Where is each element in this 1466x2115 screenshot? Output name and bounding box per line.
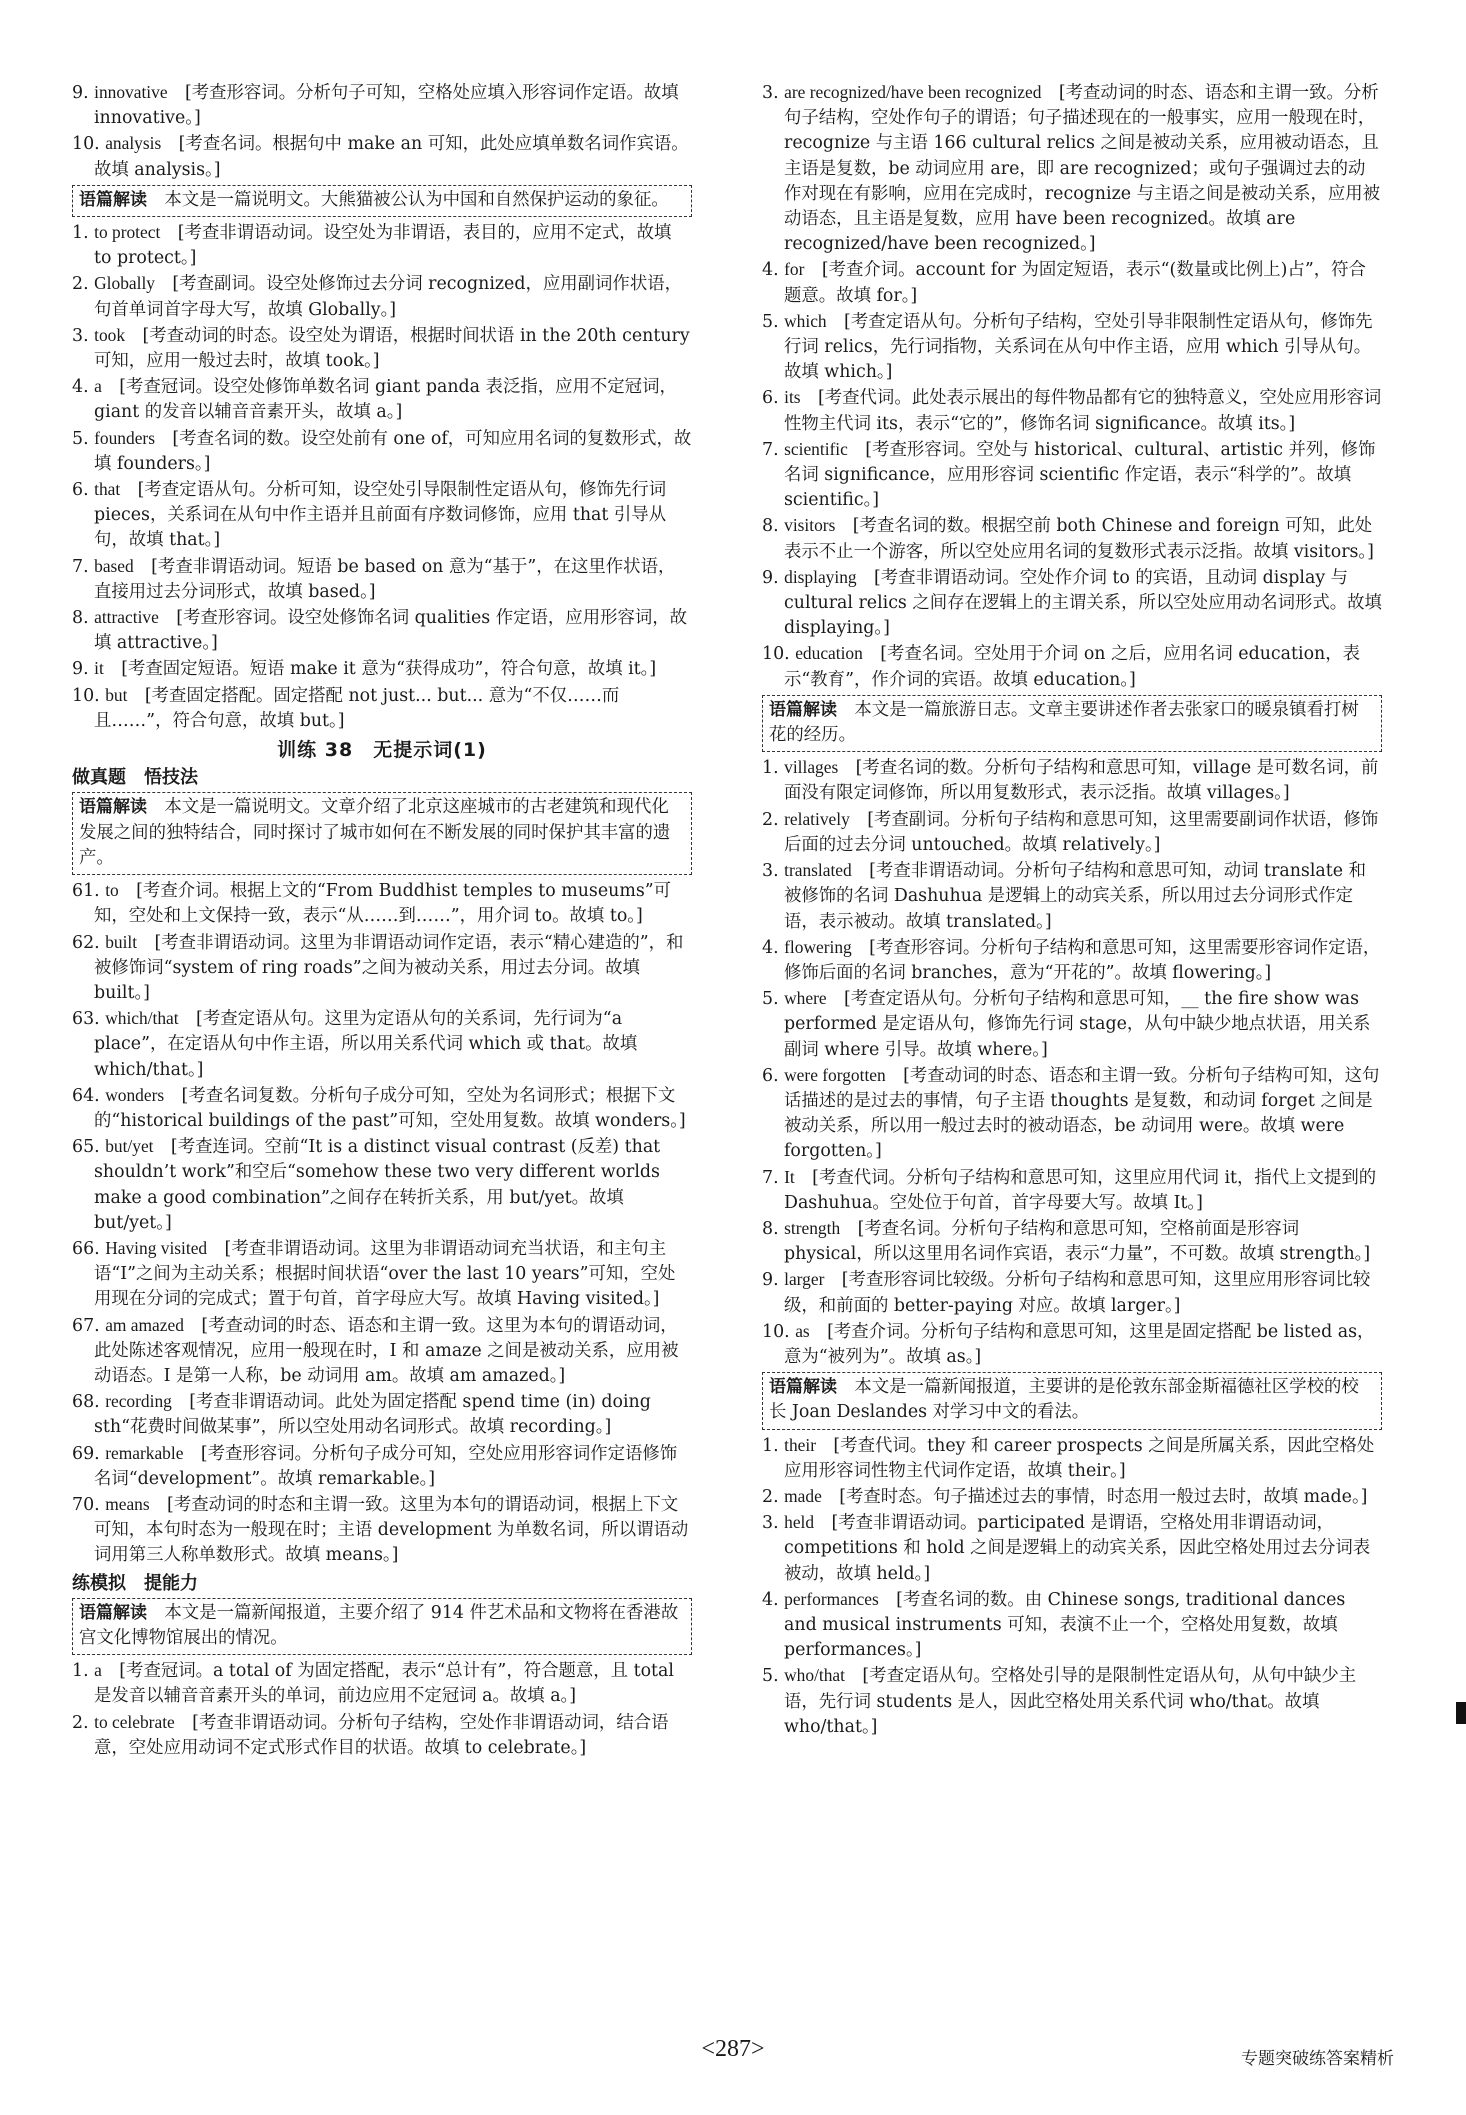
answer-item — [72, 930, 692, 1007]
answer-item — [72, 1492, 692, 1569]
answer-item — [762, 1216, 1382, 1267]
item-number: 70. — [72, 1494, 100, 1515]
answer-item — [762, 858, 1382, 935]
item-answer: but/yet — [105, 1136, 154, 1157]
item-number: 7. — [72, 556, 89, 577]
item-answer: as — [795, 1320, 810, 1341]
item-number: 1. — [72, 1661, 89, 1682]
answer-item — [72, 1389, 692, 1440]
item-number: 5. — [762, 311, 779, 332]
right-column — [762, 80, 1382, 1740]
item-number: 68. — [72, 1392, 100, 1413]
item-number: 9. — [762, 567, 779, 588]
item-explanation: [考查形容词。分析句子可知，空格处应填入形容词作定语。故填 innovative。] — [94, 83, 679, 129]
edge-tab-mark — [1456, 1702, 1466, 1724]
item-answer: translated — [784, 860, 852, 881]
answer-item — [762, 1267, 1382, 1318]
item-explanation: [考查副词。分析句子结构和意思可知，这里需要副词作状语，修饰后面的过去分词 untouched。故填 relatively。] — [784, 809, 1379, 855]
item-explanation: [考查名词。根据句中 make an 可知，此处应填单数名词作宾语。故填 analysis。] — [94, 134, 689, 180]
item-explanation: [考查非谓语动词。分析句子结构，空处作非谓语动词，结合语意，空处应用动词不定式形式作目的状语。故填 to celebrate。] — [94, 1712, 669, 1758]
answer-item — [72, 1134, 692, 1236]
item-explanation: [考查定语从句。分析句子结构和意思可知，__ the fire show was performed 是定语从句，修饰先行词 stage，从句中缺少地点状语，用关系副词 where 引导。故填 where。] — [784, 989, 1371, 1060]
item-answer: made — [784, 1485, 822, 1506]
item-number: 5. — [762, 1666, 779, 1687]
answer-item — [762, 755, 1382, 806]
item-number: 10. — [72, 685, 100, 706]
item-number: 3. — [762, 1513, 779, 1534]
item-explanation: [考查动词的时态、语态和主谓一致。分析句子结构，空处作句子的谓语；句子描述现在的一般事实，应用一般现在时，recognize 与主语 166 cultural relics 之间是被动关系，应用被动语态，且主语是复数，be 动词应用 are，即 are recognized；或句子强调过去的动作对现在有影响，应用在完成时，recognize 与主语之间是被动关系，应用被动语态，且主语是复数，应用 have been recognized。故填 are recognized/have been recognized。] — [784, 83, 1381, 255]
item-explanation: [考查非谓语动词。设空处为非谓语，表目的，应用不定式，故填 to protect。] — [94, 223, 672, 269]
reading-summary-box — [72, 1598, 692, 1655]
item-explanation: [考查非谓语动词。空处作介词 to 的宾语，且动词 display 与 cultural relics 之间存在逻辑上的主谓关系，所以空处应用动名词形式。故填 displaying。] — [784, 567, 1382, 639]
item-answer: Globally — [94, 273, 155, 294]
answer-item — [72, 1710, 692, 1761]
item-number: 10. — [72, 134, 100, 155]
item-answer: attractive — [94, 607, 159, 628]
item-answer: but — [105, 684, 128, 705]
item-explanation: [考查非谓语动词。分析句子结构和意思可知，动词 translate 和被修饰的名词 Dashuhua 是逻辑上的动宾关系，所以用过去分词形式作定语，表示被动。故填 translated。] — [784, 861, 1366, 932]
answer-item — [762, 1663, 1382, 1740]
item-answer: a — [94, 376, 102, 397]
item-number: 4. — [762, 1589, 779, 1610]
item-explanation: [考查非谓语动词。participated 是谓语，空格处用非谓语动词，competitions 和 hold 之间是逻辑上的动宾关系，因此空格处用过去分词表被动，故填 held。] — [784, 1513, 1371, 1584]
item-number: 1. — [72, 223, 89, 244]
item-explanation: [考查名词的数。根据空前 both Chinese and foreign 可知，此处表示不止一个游客，所以空处应用名词的复数形式表示泛指。故填 visitors。] — [784, 516, 1374, 562]
item-answer: strength — [784, 1217, 841, 1238]
item-answer: where — [784, 988, 827, 1009]
answer-item — [762, 986, 1382, 1063]
box-text: 本文是一篇旅游日志。文章主要讲述作者去张家口的暖泉镇看打树花的经历。 — [769, 699, 1359, 746]
answer-item — [762, 80, 1382, 257]
item-number: 62. — [72, 932, 100, 953]
item-number: 61. — [72, 881, 100, 902]
item-number: 5. — [72, 428, 89, 449]
item-explanation: [考查非谓语动词。这里为非谓语动词充当状语，和主句主语“I”之间为主动关系；根据时间状语“over the last 10 years”可知，空处用现在分词的完成式；置于句首，首字母应大写。故填 Having visited。] — [94, 1238, 676, 1310]
item-explanation: [考查形容词。分析句子成分可知，空处应用形容词作定语修饰名词“development”。故填 remarkable。] — [94, 1443, 678, 1489]
item-explanation: [考查固定搭配。固定搭配 not just... but... 意为“不仅……而且……”，符合句意，故填 but。] — [94, 685, 620, 731]
answer-item — [72, 1313, 692, 1390]
item-number: 9. — [72, 659, 89, 680]
item-answer: visitors — [784, 515, 836, 536]
item-number: 63. — [72, 1009, 100, 1030]
item-explanation: [考查形容词。分析句子结构和意思可知，这里需要形容词作定语，修饰后面的名词 branches，意为“开花的”。故填 flowering。] — [784, 937, 1381, 983]
item-answer: remarkable — [105, 1442, 184, 1463]
answer-item — [72, 131, 692, 182]
item-explanation: [考查固定短语。短语 make it 意为“获得成功”，符合句意，故填 it。] — [121, 659, 657, 680]
item-answer: displaying — [784, 566, 857, 587]
item-number: 8. — [72, 608, 89, 629]
item-number: 4. — [72, 377, 89, 398]
item-explanation: [考查代词。分析句子结构和意思可知，这里应用代词 it，指代上文提到的 Dashuhua。空处位于句首，首字母要大写。故填 It。] — [784, 1167, 1377, 1213]
answer-item — [762, 935, 1382, 986]
answer-item — [72, 1236, 692, 1313]
item-number: 8. — [762, 516, 779, 537]
page-number: <287> — [701, 2036, 765, 2062]
box-tag: 语篇解读 — [79, 1602, 147, 1623]
item-explanation: [考查非谓语动词。此处为固定搭配 spend time (in) doing sth“花费时间做某事”，所以空处用动名词形式。故填 recording。] — [94, 1392, 651, 1438]
item-answer: that — [94, 479, 121, 500]
item-answer: a — [94, 1660, 102, 1681]
item-explanation: [考查形容词。空处与 historical、cultural、artistic 并列，修饰名词 significance，应用形容词 scientific 作定语，表示“科学的”。故填 scientific。] — [784, 439, 1376, 511]
item-explanation: [考查名词复数。分析句子成分可知，空处为名词形式；根据下文的“historical buildings of the past”可知，空处用复数。故填 wonders。] — [94, 1085, 686, 1131]
item-answer: for — [784, 259, 805, 280]
item-number: 5. — [762, 989, 779, 1010]
item-answer: flowering — [784, 936, 852, 957]
item-answer: education — [795, 643, 863, 664]
item-number: 65. — [72, 1137, 100, 1158]
item-explanation: [考查非谓语动词。短语 be based on 意为“基于”，在这里作状语，直接用过去分词形式，故填 based。] — [94, 556, 676, 602]
item-answer: innovative — [94, 82, 168, 102]
answer-item — [72, 323, 692, 374]
answer-item — [762, 1484, 1382, 1510]
answer-item — [762, 309, 1382, 386]
answer-item — [762, 1063, 1382, 1165]
answer-item — [762, 1165, 1382, 1216]
item-explanation: [考查副词。设空处修饰过去分词 recognized，应用副词作状语，句首单词首字母大写，故填 Globally。] — [94, 274, 682, 320]
right-answer-group-3 — [762, 1433, 1382, 1740]
left-answer-group-3 — [72, 1658, 692, 1761]
item-explanation: [考查连词。空前“It is a distinct visual contrast (反差) that shouldn’t work”和空后“somehow these two very different worlds make a good combination”之间存在转折关系，用 but/yet。故填 but/yet。] — [94, 1137, 661, 1233]
item-answer: villages — [784, 757, 839, 778]
item-answer: analysis — [105, 133, 162, 154]
answer-item — [72, 554, 692, 605]
item-number: 3. — [72, 325, 89, 346]
section-title: 训练 38 无提示词(1) — [277, 739, 487, 762]
item-explanation: [考查定语从句。分析句子结构，空处引导非限制性定语从句，修饰先行词 relics，先行词指物，关系词在从句中作主语，应用 which 引导从句。故填 which。] — [784, 311, 1373, 383]
answer-item — [72, 1441, 692, 1492]
item-answer: relatively — [784, 808, 850, 829]
item-answer: Having visited — [105, 1237, 208, 1258]
box-text: 本文是一篇说明文。文章介绍了北京这座城市的古老建筑和现代化发展之间的独特结合，同时探讨了城市如何在不断发展的同时保护其丰富的遗产。 — [79, 797, 671, 868]
answer-item — [72, 374, 692, 425]
item-answer: to protect — [94, 222, 161, 243]
item-number: 8. — [762, 1218, 779, 1239]
answer-item — [72, 477, 692, 554]
reading-summary-box — [72, 792, 692, 875]
item-number: 4. — [762, 260, 779, 281]
box-text: 本文是一篇说明文。大熊猫被公认为中国和自然保护运动的象征。 — [164, 189, 669, 210]
item-answer: wonders — [105, 1084, 165, 1105]
item-answer: means — [105, 1493, 150, 1514]
answer-item — [72, 80, 692, 131]
item-number: 66. — [72, 1238, 100, 1259]
item-number: 6. — [72, 480, 89, 501]
answer-item — [762, 257, 1382, 308]
item-answer: scientific — [784, 438, 848, 459]
item-answer: their — [784, 1434, 816, 1455]
item-number: 10. — [762, 1321, 790, 1342]
answer-item — [72, 605, 692, 656]
item-explanation: [考查动词的时态和主谓一致。这里为本句的谓语动词，根据上下文可知，本句时态为一般现在时；主语 development 为单数名词，所以谓语动词用第三人称单数形式。故填 means。] — [94, 1494, 689, 1566]
item-answer: recording — [105, 1391, 172, 1412]
item-answer: based — [94, 555, 134, 576]
box-tag: 语篇解读 — [769, 699, 837, 720]
item-number: 69. — [72, 1443, 100, 1464]
item-answer: held — [784, 1512, 815, 1533]
item-answer: its — [784, 387, 801, 408]
item-number: 10. — [762, 644, 790, 665]
item-number: 3. — [762, 83, 779, 103]
item-answer: larger — [784, 1269, 825, 1290]
left-answer-group-2 — [72, 878, 692, 1568]
item-explanation: [考查定语从句。分析可知，设空处引导限制性定语从句，修饰先行词 pieces，关系词在从句中作主语并且前面有序数词修饰，应用 that 引导从句，故填 that。] — [94, 480, 667, 551]
item-number: 1. — [762, 1435, 779, 1456]
item-answer: which — [784, 310, 827, 331]
box-tag: 语篇解读 — [79, 189, 147, 210]
box-tag: 语篇解读 — [79, 797, 147, 818]
answer-item — [762, 1319, 1382, 1370]
item-answer: which/that — [105, 1008, 179, 1029]
item-answer: founders — [94, 427, 155, 448]
item-explanation: [考查形容词比较级。分析句子结构和意思可知，这里应用形容词比较级，和前面的 better-paying 对应。故填 larger。] — [784, 1270, 1371, 1316]
item-answer: were forgotten — [784, 1064, 886, 1085]
item-answer: took — [94, 324, 126, 345]
item-explanation: [考查名词。空处用于介词 on 之后，应用名词 education，表示“教育”，作介词的宾语。故填 education。] — [784, 644, 1361, 690]
item-explanation: [考查动词的时态、语态和主谓一致。分析句子结构可知，这句话描述的是过去的事情，句子主语 thoughts 是复数，和动词 forget 之间是被动关系，所以用一般过去时的被动语态，be 动词用 were。故填 were forgotten。] — [784, 1065, 1380, 1162]
answer-item — [762, 513, 1382, 564]
item-explanation: [考查代词。此处表示展出的每件物品都有它的独特意义，空处应用形容词性物主代词 its，表示“它的”，修饰名词 significance。故填 its。] — [784, 388, 1382, 434]
reading-summary-box — [762, 695, 1382, 752]
item-answer: am amazed — [105, 1314, 184, 1335]
item-explanation: [考查冠词。设空处修饰单数名词 giant panda 表泛指，应用不定冠词，giant 的发音以辅音音素开头，故填 a。] — [94, 377, 677, 423]
sub-title-real-exam: 做真题 悟技法 — [72, 767, 198, 789]
reading-summary-box — [762, 1372, 1382, 1429]
item-answer: are recognized/have been recognized — [784, 82, 1042, 102]
answer-item — [72, 656, 692, 682]
box-text: 本文是一篇新闻报道，主要讲的是伦敦东部金斯福德社区学校的校长 Joan Deslandes 对学习中文的看法。 — [769, 1377, 1359, 1423]
item-explanation: [考查动词的时态、语态和主谓一致。这里为本句的谓语动词，此处陈述客观情况，应用一般现在时，I 和 amaze 之间是被动关系，应用被动语态。I 是第一人称，be 动词用 am。故填 am amazed。] — [94, 1315, 679, 1386]
item-number: 7. — [762, 439, 779, 460]
answer-item — [762, 385, 1382, 436]
sub-title-practice: 练模拟 提能力 — [72, 1572, 198, 1594]
item-answer: performances — [784, 1588, 879, 1609]
item-number: 2. — [762, 809, 779, 830]
item-explanation: [考查形容词。设空处修饰名词 qualities 作定语，应用形容词，故填 attractive。] — [94, 608, 688, 654]
answer-item — [762, 1510, 1382, 1587]
item-explanation: [考查非谓语动词。这里为非谓语动词作定语，表示“精心建造的”，和被修饰词“system of ring roads”之间为被动关系，用过去分词。故填 built。] — [94, 932, 684, 1003]
item-number: 4. — [762, 937, 779, 958]
item-answer: to — [105, 880, 119, 901]
item-explanation: [考查定语从句。空格处引导的是限制性定语从句，从句中缺少主语，先行词 students 是人，因此空格处用关系代词 who/that。故填 who/that。] — [784, 1666, 1357, 1737]
box-text: 本文是一篇新闻报道，主要介绍了 914 件艺术品和文物将在香港故宫文化博物馆展出的情况。 — [79, 1602, 679, 1648]
item-explanation: [考查时态。句子描述过去的事情，时态用一般过去时，故填 made。] — [839, 1486, 1368, 1507]
answer-item — [72, 426, 692, 477]
item-answer: to celebrate — [94, 1711, 175, 1732]
right-answer-group-1 — [762, 80, 1382, 693]
answer-item — [762, 1433, 1382, 1484]
left-column — [72, 80, 692, 1761]
answer-item — [72, 1658, 692, 1709]
item-number: 6. — [762, 388, 779, 409]
item-number: 9. — [72, 83, 89, 103]
answer-item — [762, 641, 1382, 692]
item-number: 64. — [72, 1085, 100, 1106]
item-explanation: [考查名词。分析句子结构和意思可知，空格前面是形容词 physical，所以这里用名词作宾语，表示“力量”，不可数。故填 strength。] — [784, 1218, 1371, 1265]
right-answer-group-2 — [762, 755, 1382, 1370]
item-explanation: [考查名词的数。由 Chinese songs, traditional dances and musical instruments 可知，表演不止一个，空格处用复数，故填 performances。] — [784, 1589, 1346, 1661]
footer-section-label: 专题突破练答案精析 — [1241, 2049, 1394, 2069]
left-answer-group-1 — [72, 220, 692, 734]
item-number: 9. — [762, 1270, 779, 1291]
item-explanation: [考查动词的时态。设空处为谓语，根据时间状语 in the 20th century 可知，应用一般过去时，故填 took。] — [94, 325, 690, 372]
item-explanation: [考查定语从句。这里为定语从句的关系词，先行词为“a place”，在定语从句中作主语，所以用关系代词 which 或 that。故填 which/that。] — [94, 1009, 638, 1080]
answer-item — [762, 1587, 1382, 1664]
item-explanation: [考查介词。分析句子结构和意思可知，这里是固定搭配 be listed as，意为“被列为”。故填 as。] — [784, 1321, 1375, 1367]
item-answer: who/that — [784, 1665, 845, 1686]
item-number: 3. — [762, 861, 779, 882]
item-explanation: [考查冠词。a total of 为固定搭配，表示“总计有”，符合题意，且 total 是发音以辅音音素开头的单词，前边应用不定冠词 a。故填 a。] — [94, 1661, 674, 1707]
item-number: 67. — [72, 1315, 100, 1336]
answer-item — [762, 437, 1382, 514]
left-top-items — [72, 80, 692, 183]
item-answer: it — [94, 658, 104, 679]
item-answer: It — [784, 1166, 795, 1187]
answer-item — [72, 1083, 692, 1134]
box-tag: 语篇解读 — [769, 1377, 837, 1398]
item-number: 2. — [72, 1712, 89, 1733]
item-number: 2. — [72, 274, 89, 295]
item-answer: built — [105, 931, 138, 952]
item-number: 2. — [762, 1486, 779, 1507]
item-explanation: [考查介词。根据上文的“From Buddhist temples to museums”可知，空处和上文保持一致，表示“从……到……”，用介词 to。故填 to。] — [94, 881, 672, 927]
reading-summary-box — [72, 185, 692, 217]
answer-item — [72, 1006, 692, 1083]
answer-item — [72, 220, 692, 271]
answer-item — [762, 807, 1382, 858]
answer-item — [762, 565, 1382, 642]
item-explanation: [考查名词的数。设空处前有 one of，可知应用名词的复数形式，故填 founders。] — [94, 428, 692, 474]
item-number: 7. — [762, 1167, 779, 1188]
item-explanation: [考查介词。account for 为固定短语，表示“(数量或比例上)占”，符合题意。故填 for。] — [784, 260, 1366, 306]
answer-item — [72, 271, 692, 322]
item-explanation: [考查代词。they 和 career prospects 之间是所属关系，因此空格处应用形容词性物主代词作定语，故填 their。] — [784, 1435, 1375, 1481]
answer-item — [72, 878, 692, 929]
answer-item — [72, 683, 692, 734]
item-number: 6. — [762, 1065, 779, 1086]
item-number: 1. — [762, 758, 779, 779]
item-explanation: [考查名词的数。分析句子结构和意思可知，village 是可数名词，前面没有限定词修饰，所以用复数形式，表示泛指。故填 villages。] — [784, 758, 1379, 804]
